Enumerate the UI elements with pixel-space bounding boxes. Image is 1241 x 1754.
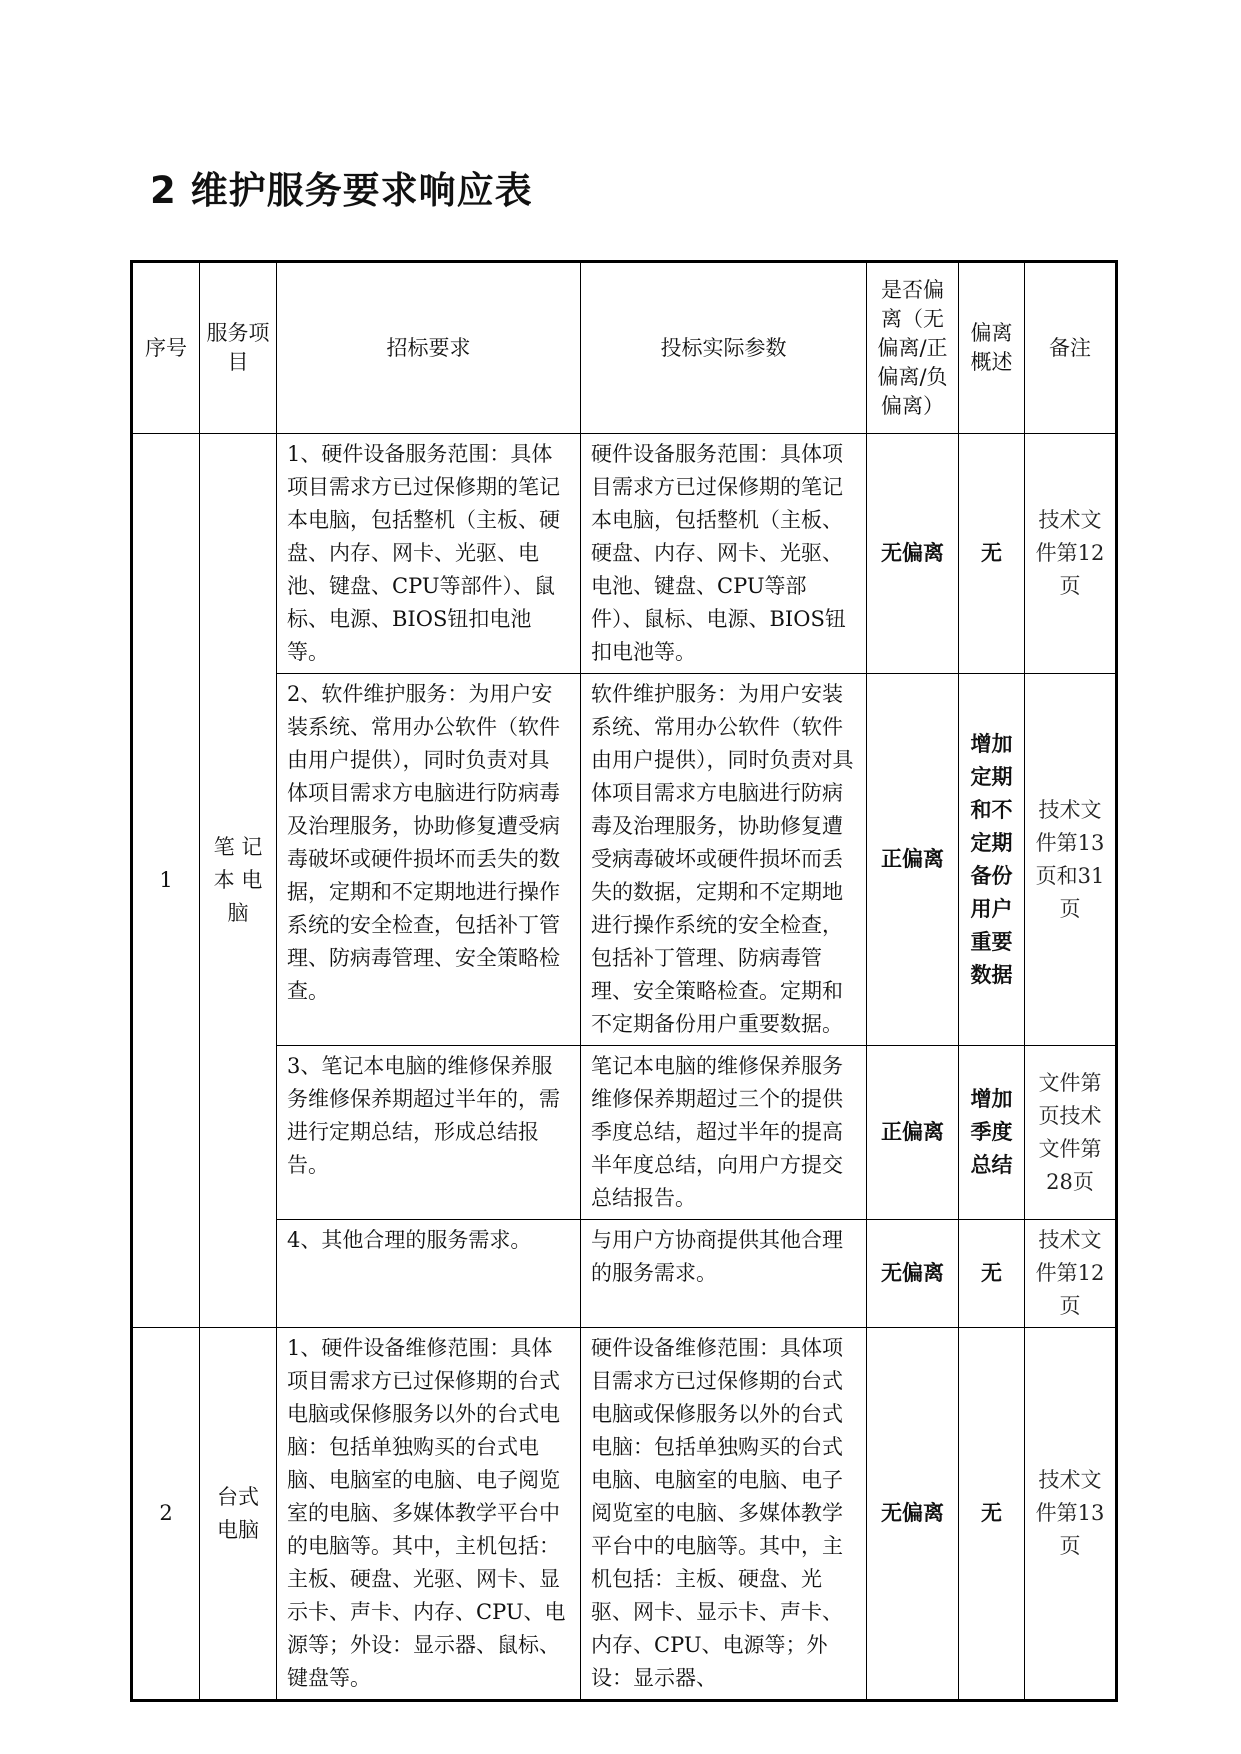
header-note: 备注 bbox=[1025, 262, 1117, 434]
deviation-desc: 增加季度总结 bbox=[959, 1046, 1025, 1220]
deviation-desc: 无 bbox=[959, 1328, 1025, 1701]
bid-text: 硬件设备维修范围：具体项目需求方已过保修期的台式电脑或保修服务以外的台式电脑：包括单独购买的台式电脑、电脑室的电脑、电子阅览室的电脑、多媒体教学平台中的电脑等。其中，主机包括：主板、硬盘、光驱、网卡、显示卡、声卡、内存、CPU、电源等；外设：显示器、 bbox=[581, 1328, 867, 1701]
table-row bbox=[132, 1046, 1117, 1220]
header-row bbox=[132, 262, 1117, 434]
header-bid-params: 投标实际参数 bbox=[581, 262, 867, 434]
deviation-status: 正偏离 bbox=[867, 674, 959, 1046]
row-no: 1 bbox=[132, 434, 200, 1328]
note-text: 技术文件第12页 bbox=[1025, 1220, 1117, 1328]
deviation-status: 无偏离 bbox=[867, 1220, 959, 1328]
table-row bbox=[132, 1328, 1117, 1701]
deviation-desc: 无 bbox=[959, 1220, 1025, 1328]
requirement-text: 2、软件维护服务：为用户安装系统、常用办公软件（软件由用户提供），同时负责对具体项目需求方电脑进行防病毒及治理服务，协助修复遭受病毒破坏或硬件损坏而丢失的数据，定期和不定期地进行操作系统的安全检查，包括补丁管理、防病毒管理、安全策略检查。 bbox=[277, 674, 581, 1046]
bid-text: 硬件设备服务范围：具体项目需求方已过保修期的笔记本电脑，包括整机（主板、硬盘、内存、网卡、光驱、电池、键盘、CPU等部件）、鼠标、电源、BIOS钮扣电池等。 bbox=[581, 434, 867, 674]
deviation-status: 无偏离 bbox=[867, 434, 959, 674]
note-text: 技术文件第13页 bbox=[1025, 1328, 1117, 1701]
deviation-desc: 增加定期和不定期备份用户重要数据 bbox=[959, 674, 1025, 1046]
row-no: 2 bbox=[132, 1328, 200, 1701]
response-table bbox=[130, 260, 1118, 1702]
deviation-desc: 无 bbox=[959, 434, 1025, 674]
bid-text: 笔记本电脑的维修保养服务维修保养期超过三个的提供季度总结，超过半年的提高半年度总结，向用户方提交总结报告。 bbox=[581, 1046, 867, 1220]
bid-text: 与用户方协商提供其他合理的服务需求。 bbox=[581, 1220, 867, 1328]
header-no: 序号 bbox=[132, 262, 200, 434]
requirement-text: 3、笔记本电脑的维修保养服务维修保养期超过半年的，需进行定期总结，形成总结报告。 bbox=[277, 1046, 581, 1220]
bid-text: 软件维护服务：为用户安装系统、常用办公软件（软件由用户提供），同时负责对具体项目需求方电脑进行防病毒及治理服务，协助修复遭受病毒破坏或硬件损坏而丢失的数据，定期和不定期地进行操作系统的安全检查，包括补丁管理、防病毒管理、安全策略检查。定期和不定期备份用户重要数据。 bbox=[581, 674, 867, 1046]
header-deviation: 是否偏离（无偏离/正偏离/负偏离） bbox=[867, 262, 959, 434]
page-title: 2 维护服务要求响应表 bbox=[150, 169, 533, 212]
header-requirement: 招标要求 bbox=[277, 262, 581, 434]
service-item: 笔 记 本 电 脑 bbox=[200, 434, 277, 1328]
table-row bbox=[132, 434, 1117, 674]
requirement-text: 4、其他合理的服务需求。 bbox=[277, 1220, 581, 1328]
table-row bbox=[132, 1220, 1117, 1328]
deviation-status: 无偏离 bbox=[867, 1328, 959, 1701]
requirement-text: 1、硬件设备服务范围：具体项目需求方已过保修期的笔记本电脑，包括整机（主板、硬盘、内存、网卡、光驱、电池、键盘、CPU等部件）、鼠标、电源、BIOS钮扣电池等。 bbox=[277, 434, 581, 674]
note-text: 技术文件第13页和31页 bbox=[1025, 674, 1117, 1046]
header-item: 服务项目 bbox=[200, 262, 277, 434]
header-deviation-desc: 偏离概述 bbox=[959, 262, 1025, 434]
requirement-text: 1、硬件设备维修范围：具体项目需求方已过保修期的台式电脑或保修服务以外的台式电脑：包括单独购买的台式电脑、电脑室的电脑、电子阅览室的电脑、多媒体教学平台中的电脑等。其中，主机包括：主板、硬盘、光驱、网卡、显示卡、声卡、内存、CPU、电源等；外设：显示器、鼠标、键盘等。 bbox=[277, 1328, 581, 1701]
note-text: 技术文件第12页 bbox=[1025, 434, 1117, 674]
note-text: 文件第页技术文件第28页 bbox=[1025, 1046, 1117, 1220]
service-item: 台式电脑 bbox=[200, 1328, 277, 1701]
deviation-status: 正偏离 bbox=[867, 1046, 959, 1220]
table-row bbox=[132, 674, 1117, 1046]
